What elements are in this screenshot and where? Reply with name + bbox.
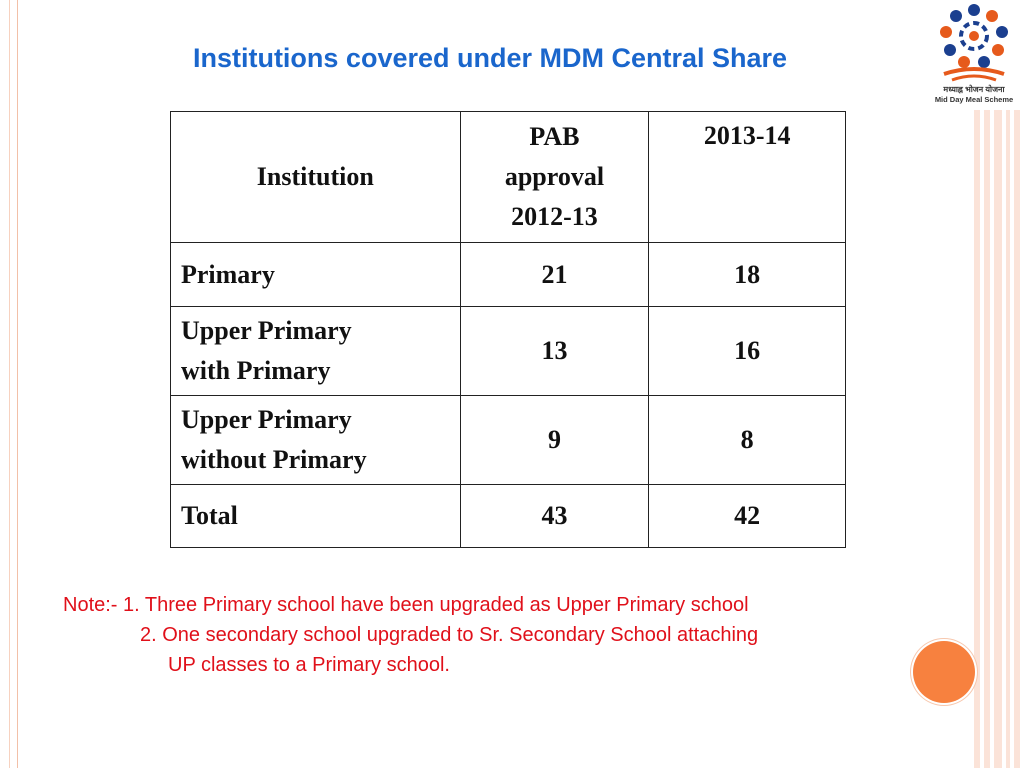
header-institution-line: Institution — [256, 162, 374, 191]
note-line-2: 2. One secondary school upgraded to Sr. Secondary School attaching — [140, 624, 759, 646]
institution-label: Primary — [181, 259, 275, 289]
institution-label: without Primary — [181, 445, 367, 474]
column-header-pab — [460, 112, 649, 243]
institutions-table — [170, 111, 846, 548]
header-2013-line: 2013-14 — [703, 121, 791, 150]
decorative-orange-circle — [913, 641, 975, 703]
institution-label: Upper Primary — [181, 405, 352, 434]
right-decorative-stripes — [974, 110, 1024, 768]
header-pab-line: PAB — [529, 122, 580, 151]
cell-pab: 13 — [460, 307, 649, 396]
cell-pab: 43 — [460, 485, 649, 548]
left-decorative-border — [0, 0, 18, 768]
table-row — [171, 485, 846, 548]
table-row — [171, 243, 846, 307]
institution-label: Total — [181, 501, 238, 530]
note-line-3: UP classes to a Primary school. — [168, 654, 450, 676]
institution-label: Upper Primary — [181, 316, 352, 345]
cell-institution — [171, 485, 461, 548]
cell-pab: 9 — [460, 396, 649, 485]
cell-2013-14: 8 — [649, 396, 846, 485]
table-row — [171, 396, 846, 485]
cell-2013-14: 16 — [649, 307, 846, 396]
logo-hindi-text: मध्याह्न भोजन योजना — [943, 85, 1005, 94]
cell-2013-14: 42 — [649, 485, 846, 548]
header-pab-line: 2012-13 — [511, 202, 598, 231]
cell-institution — [171, 243, 461, 307]
cell-institution — [171, 307, 461, 396]
cell-institution — [171, 396, 461, 485]
column-header-institution — [171, 112, 461, 243]
column-header-2013-14 — [649, 112, 846, 243]
note-line-1: Note:- 1. Three Primary school have been upgraded as Upper Primary school — [63, 594, 749, 616]
page-title: Institutions covered under MDM Central Share — [192, 43, 788, 73]
cell-2013-14: 18 — [649, 243, 846, 307]
table-row — [171, 307, 846, 396]
note-block — [63, 590, 963, 680]
cell-pab: 21 — [460, 243, 649, 307]
institution-label: with Primary — [181, 356, 331, 385]
header-pab-line: approval — [504, 162, 605, 191]
table-header-row — [171, 112, 846, 243]
logo-english-text: Mid Day Meal Scheme — [934, 95, 1014, 104]
